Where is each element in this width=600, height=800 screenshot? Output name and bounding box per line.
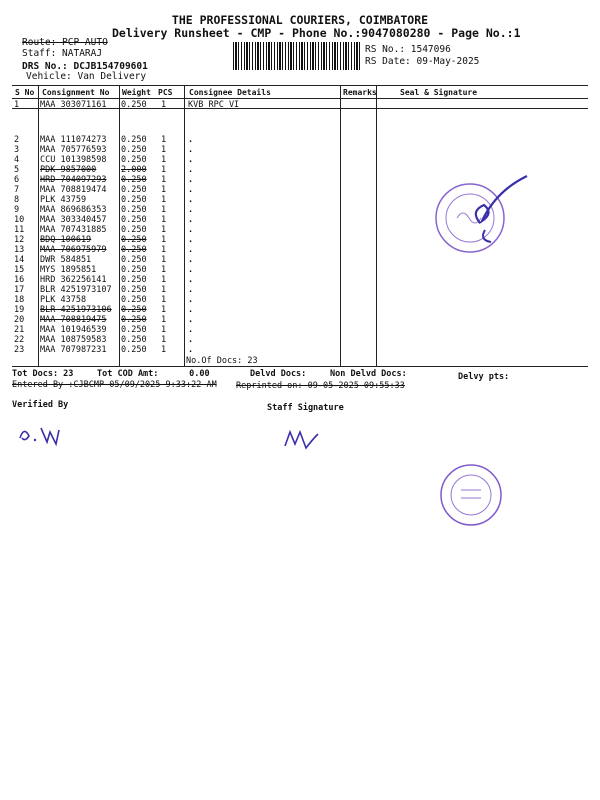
row-consignment: DWR 584851 <box>40 255 92 265</box>
row-consignment: HRD 362256141 <box>40 275 107 285</box>
row-pcs: 1 <box>161 185 167 195</box>
row-weight: 0.250 <box>121 345 147 355</box>
vehicle-label: Vehicle: Van Delivery <box>26 71 147 82</box>
col-header-consignment: Consignment No <box>42 88 110 97</box>
row-weight: 2.000 <box>121 165 147 175</box>
rs-number: RS No.: 1547096 <box>365 44 451 55</box>
row-pcs: 1 <box>161 215 167 225</box>
row-pcs: 1 <box>161 225 167 235</box>
row-weight: 0.250 <box>121 195 147 205</box>
row-consignee: . <box>188 275 194 285</box>
staff-signature-label: Staff Signature <box>267 403 344 413</box>
row-consignee: . <box>188 185 194 195</box>
row-sno: 9 <box>14 205 20 215</box>
col-header-consignee: Consignee Details <box>189 88 271 97</box>
row-consignment: MAA 108759583 <box>40 335 107 345</box>
staff-label: Staff: NATARAJ <box>22 48 103 59</box>
row-pcs: 1 <box>161 255 167 265</box>
row-sno: 8 <box>14 195 20 205</box>
row-sno: 19 <box>14 305 25 315</box>
row-consignment: PLK 43758 <box>40 295 87 305</box>
col-divider <box>38 85 39 366</box>
row-pcs: 1 <box>161 155 167 165</box>
row-consignee: . <box>188 175 194 185</box>
row-consignment: MAA 708819475 <box>40 315 107 325</box>
row-consignment: PLK 43759 <box>40 195 87 205</box>
row-sno: 21 <box>14 325 25 335</box>
row-sno: 10 <box>14 215 25 225</box>
table-bottom-rule <box>12 366 588 367</box>
row-consignee: . <box>188 245 194 255</box>
row-consignee: . <box>188 195 194 205</box>
row-pcs: 1 <box>161 285 167 295</box>
row-consignee: . <box>188 145 194 155</box>
row-consignment: MAA 708819474 <box>40 185 107 195</box>
col-header-pcs: PCS <box>158 88 173 97</box>
row-weight: 0.250 <box>121 305 147 315</box>
row-consignee: . <box>188 305 194 315</box>
row-consignee: . <box>188 235 194 245</box>
rs-date: RS Date: 09-May-2025 <box>365 56 480 67</box>
row-sno: 7 <box>14 185 20 195</box>
row-sno: 23 <box>14 345 25 355</box>
row-pcs: 1 <box>161 175 167 185</box>
row-weight: 0.250 <box>121 315 147 325</box>
row-consignment: HRD 704097293 <box>40 175 107 185</box>
row-sno: 4 <box>14 155 20 165</box>
row-weight: 0.250 <box>121 265 147 275</box>
non-delvd-docs: Non Delvd Docs: <box>330 369 407 379</box>
col-divider <box>340 85 341 366</box>
col-header-remarks: Remarks <box>343 88 377 97</box>
table-header-rule <box>12 98 588 99</box>
row-weight: 0.250 <box>121 235 147 245</box>
row-pcs: 1 <box>161 245 167 255</box>
row-consignee: . <box>188 315 194 325</box>
row-weight: 0.250 <box>121 275 147 285</box>
row-sno: 22 <box>14 335 25 345</box>
round-stamp-company <box>436 460 506 530</box>
row-consignee: . <box>188 165 194 175</box>
row-consignment: MAA 705776593 <box>40 145 107 155</box>
row-weight: 0.250 <box>121 175 147 185</box>
verified-by-signature <box>15 418 75 452</box>
row-pcs: 1 <box>161 235 167 245</box>
row-consignee: . <box>188 135 194 145</box>
row-consignment: BDQ 100619 <box>40 235 92 245</box>
row-sno: 1 <box>14 100 20 110</box>
col-header-sno: S No <box>15 88 35 97</box>
row-weight: 0.250 <box>121 245 147 255</box>
row-weight: 0.250 <box>121 215 147 225</box>
row-consignee: . <box>188 335 194 345</box>
row-consignment: MAA 101946539 <box>40 325 107 335</box>
row-sno: 20 <box>14 315 25 325</box>
row-consignment: MAA 111074273 <box>40 135 107 145</box>
round-stamp-receiver <box>425 168 535 268</box>
row-weight: 0.250 <box>121 295 147 305</box>
row-pcs: 1 <box>161 135 167 145</box>
row-weight: 0.250 <box>121 145 147 155</box>
route-label: Route: PCP AUTO <box>22 37 108 48</box>
col-divider <box>184 85 185 366</box>
row-weight: 0.250 <box>121 100 147 110</box>
row-consignee: . <box>188 265 194 275</box>
row-sno: 11 <box>14 225 25 235</box>
row-consignee: . <box>188 155 194 165</box>
row-consignee: KVB RPC VI <box>188 100 240 110</box>
row-sno: 6 <box>14 175 20 185</box>
row-sno: 12 <box>14 235 25 245</box>
row-weight: 0.250 <box>121 285 147 295</box>
row-consignment: BLR 4251973107 <box>40 285 112 295</box>
row-pcs: 1 <box>161 305 167 315</box>
row-sno: 2 <box>14 135 20 145</box>
row-weight: 0.250 <box>121 155 147 165</box>
document-subtitle: Delivery Runsheet - CMP - Phone No.:9047080280 - Page No.:1 <box>112 26 521 40</box>
delvd-docs: Delvd Docs: <box>250 369 307 379</box>
row-consignee: . <box>188 215 194 225</box>
row-consignment: MAA 706975979 <box>40 245 107 255</box>
row-pcs: 1 <box>161 100 167 110</box>
row-consignment: MAA 303340457 <box>40 215 107 225</box>
row-weight: 0.250 <box>121 205 147 215</box>
drs-number: DRS No.: DCJB154709601 <box>22 61 148 72</box>
row-weight: 0.250 <box>121 335 147 345</box>
row-consignment: BLR 4251973106 <box>40 305 112 315</box>
col-divider <box>119 85 120 366</box>
row-consignee: . <box>188 295 194 305</box>
row-sno: 5 <box>14 165 20 175</box>
row-pcs: 1 <box>161 145 167 155</box>
delvy-pts: Delvy pts: <box>458 372 510 382</box>
entered-by: Entered By :CJBCMP 05/09/2025 9:33:22 AM <box>12 380 217 390</box>
row-pcs: 1 <box>161 165 167 175</box>
row-consignee: . <box>188 225 194 235</box>
col-divider <box>376 85 377 366</box>
row-consignee: . <box>188 345 194 355</box>
row-pcs: 1 <box>161 275 167 285</box>
barcode <box>233 42 361 70</box>
row-consignment: MAA 707987231 <box>40 345 107 355</box>
col-header-weight: Weight <box>122 88 151 97</box>
row-sno: 15 <box>14 265 25 275</box>
row-pcs: 1 <box>161 195 167 205</box>
row-consignment: CCU 101398598 <box>40 155 107 165</box>
table-top-rule <box>12 85 588 86</box>
row-consignee: . <box>188 255 194 265</box>
verified-by-label: Verified By <box>12 400 69 410</box>
row-pcs: 1 <box>161 295 167 305</box>
row-sno: 3 <box>14 145 20 155</box>
no-of-docs: No.Of Docs: 23 <box>186 356 258 366</box>
row-pcs: 1 <box>161 345 167 355</box>
row-sno: 16 <box>14 275 25 285</box>
row-sno: 14 <box>14 255 25 265</box>
tot-docs: Tot Docs: 23 <box>12 369 74 379</box>
row-pcs: 1 <box>161 325 167 335</box>
row-weight: 0.250 <box>121 325 147 335</box>
row-consignee: . <box>188 325 194 335</box>
tot-cod-amt: Tot COD Amt: 0.00 <box>97 369 210 379</box>
row-pcs: 1 <box>161 205 167 215</box>
row-weight: 0.250 <box>121 135 147 145</box>
row-weight: 0.250 <box>121 255 147 265</box>
row-consignment: MAA 707431885 <box>40 225 107 235</box>
row-consignee: . <box>188 205 194 215</box>
row-consignment: MAA 303071161 <box>40 100 107 110</box>
document-title: THE PROFESSIONAL COURIERS, COIMBATORE <box>171 13 429 27</box>
row-weight: 0.250 <box>121 185 147 195</box>
row-sno: 17 <box>14 285 25 295</box>
reprinted-on: Reprinted on: 09-05-2025 09:55:33 <box>236 381 405 391</box>
row-consignment: MYS 1895851 <box>40 265 97 275</box>
row-consignment: MAA 869686353 <box>40 205 107 215</box>
row-consignment: PDK 9857000 <box>40 165 97 175</box>
row-pcs: 1 <box>161 335 167 345</box>
row-pcs: 1 <box>161 265 167 275</box>
row-consignee: . <box>188 285 194 295</box>
col-header-seal: Seal & Signature <box>400 88 478 97</box>
row-sno: 18 <box>14 295 25 305</box>
row-pcs: 1 <box>161 315 167 325</box>
row-sno: 13 <box>14 245 25 255</box>
row-weight: 0.250 <box>121 225 147 235</box>
staff-signature <box>280 424 330 458</box>
